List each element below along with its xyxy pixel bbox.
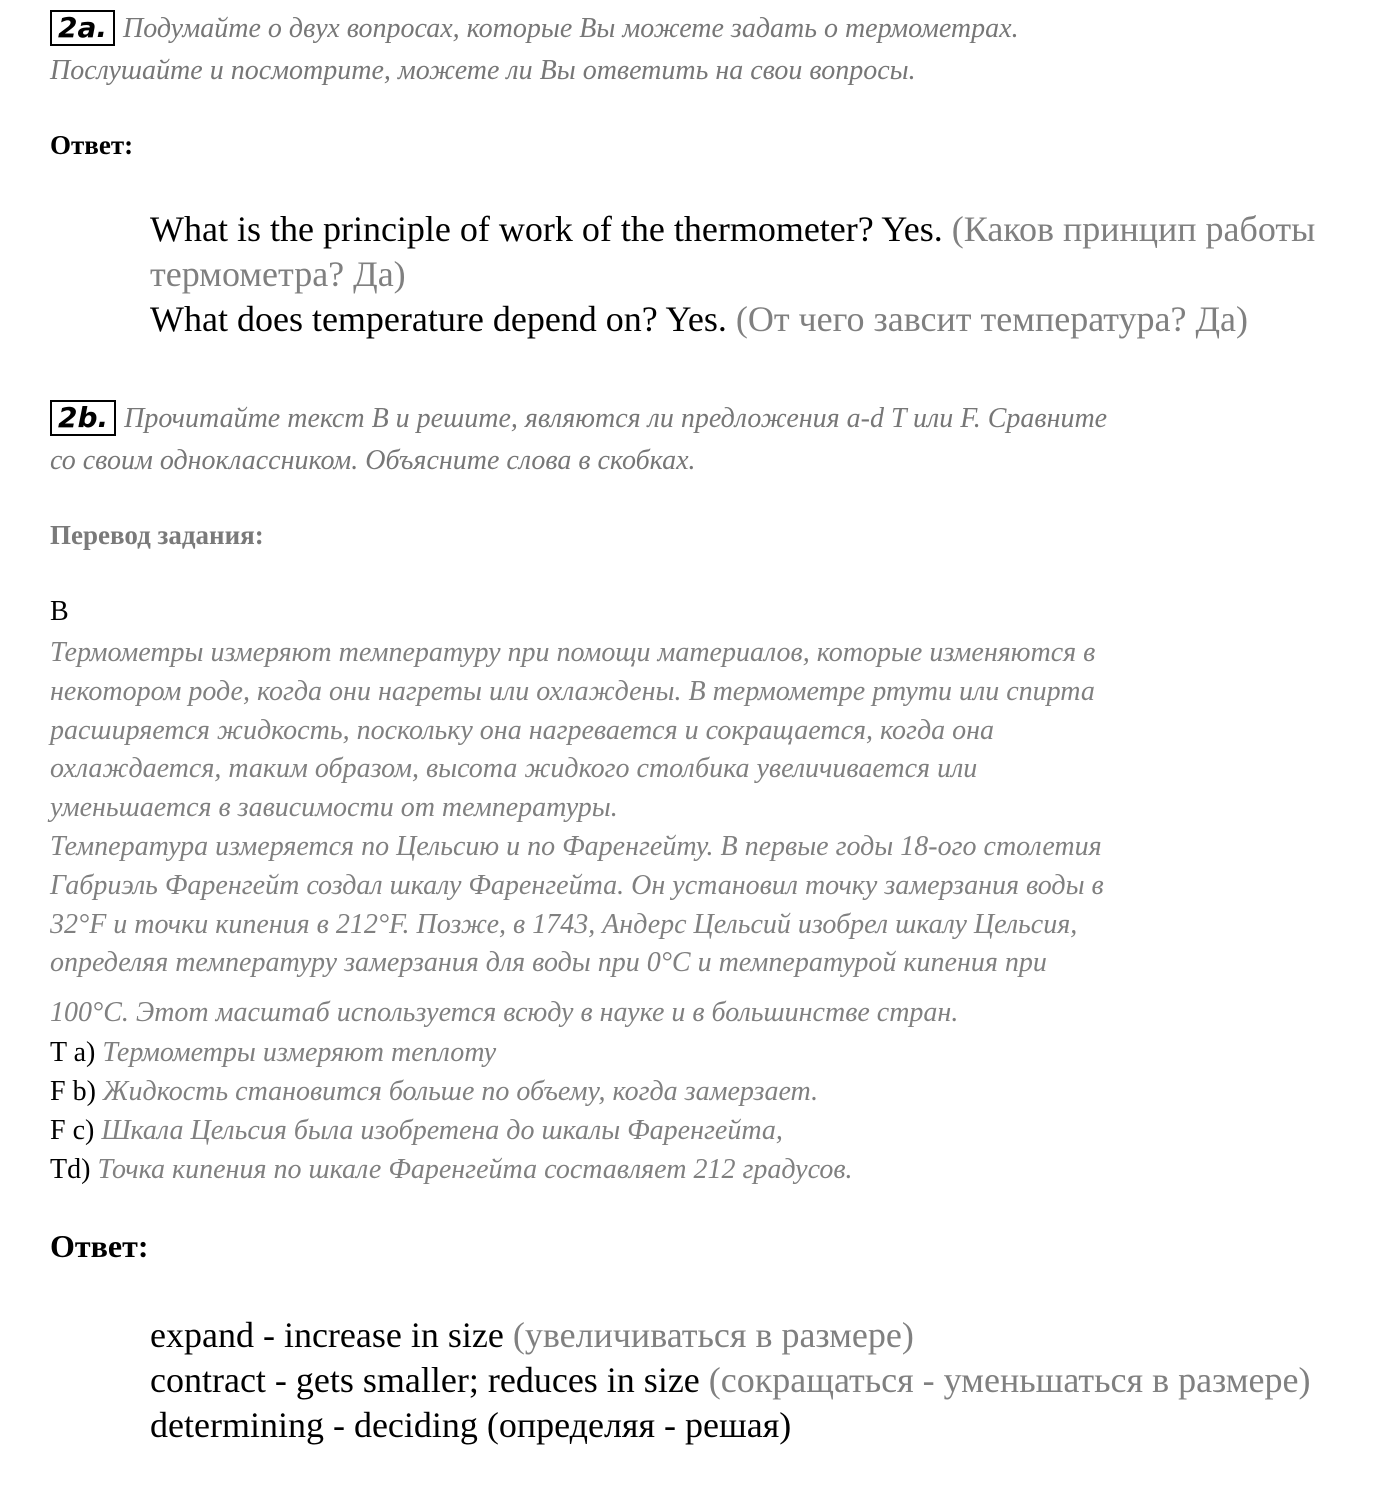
answer-word-2-ru: (сокращаться - уменьшаться в размере) <box>708 1360 1311 1400</box>
task-letter: b. <box>77 401 109 434</box>
statement-mark: T a) <box>50 1037 96 1068</box>
text-b-last-line: 100°C. Этот масштаб используется всюду в науке и в большинстве стран. <box>50 997 959 1028</box>
task-number: 2 <box>58 11 78 44</box>
answer-question-1 <box>150 207 1380 297</box>
text-b-line: определяя температуру замерзания для воды при 0°C и температурой кипения при <box>50 947 1047 979</box>
answer-word-2 <box>150 1358 1380 1403</box>
answer-label-2b: Ответ: <box>50 1228 149 1264</box>
text-b-line: 32°F и точки кипения в 212°F. Позже, в 1743, Андерс Цельсий изобрел шкалу Цельсия, <box>50 908 1078 940</box>
answer-question-1-ru: (Каков принцип работы термометра? Да) <box>150 209 1316 294</box>
task-2b-instruction-2: со своим одноклассником. Объясните слова в скобках. <box>50 445 696 476</box>
answer-question-2-ru: (От чего завсит температура? Да) <box>735 299 1248 339</box>
task-2b-instruction-1: Прочитайте текст B и решите, являются ли предложения a-d T или F. Сравните <box>124 403 1108 434</box>
answer-question-1-en: What is the principle of work of the thermometer? Yes. <box>150 209 943 249</box>
statement-a <box>50 1033 1350 1072</box>
task-2b <box>50 398 1360 482</box>
answer-question-2-en: What does temperature depend on? Yes. <box>150 299 727 339</box>
task-2a-instruction-2: Послушайте и посмотрите, можете ли Вы ответить на свои вопросы. <box>50 55 916 86</box>
answer-word-2-en: contract - gets smaller; reduces in size <box>150 1360 700 1400</box>
statement-c <box>50 1111 1350 1150</box>
text-b-line: уменьшается в зависимости от температуры. <box>50 792 618 824</box>
text-b-body <box>50 634 1370 983</box>
task-number: 2 <box>58 401 78 434</box>
answer-2a <box>150 207 1380 342</box>
statement-d <box>50 1150 1350 1189</box>
statement-b <box>50 1072 1350 1111</box>
statement-text: Шкала Цельсия была изобретена до шкалы Фаренгейта, <box>101 1115 783 1146</box>
answer-question-2 <box>150 297 1380 342</box>
task-letter: a. <box>77 11 108 44</box>
statement-text: Термометры измеряют теплоту <box>102 1037 497 1068</box>
answer-label-2a: Ответ: <box>50 130 134 160</box>
answer-2b <box>150 1313 1380 1448</box>
text-b-line: Температура измеряется по Цельсию и по Фаренгейту. В первые годы 18-ого столетия <box>50 830 1102 862</box>
answer-word-1-en: expand - increase in size <box>150 1315 504 1355</box>
statement-mark: F b) <box>50 1076 96 1107</box>
text-b-line: Габриэль Фаренгейт создал шкалу Фаренгейта. Он установил точку замерзания воды в <box>50 869 1104 901</box>
text-b-line: Термометры измеряют температуру при помощи материалов, которые изменяются в <box>50 637 1096 668</box>
statement-mark: F c) <box>50 1115 95 1146</box>
task-2a-instruction-1: Подумайте о двух вопросах, которые Вы можете задать о термометрах. <box>123 13 1019 44</box>
text-b-line: расширяется жидкость, поскольку она нагревается и сокращается, когда она <box>50 714 995 746</box>
statement-text: Жидкость становится больше по объему, когда замерзает. <box>102 1076 819 1107</box>
text-b-heading: B <box>50 596 69 627</box>
statement-text: Точка кипения по шкале Фаренгейта составляет 212 градусов. <box>97 1154 853 1185</box>
text-b-line: охлаждается, таким образом, высота жидкого столбика увеличивается или <box>50 753 978 785</box>
answer-word-1-ru: (увеличиваться в размере) <box>512 1315 914 1355</box>
task-2b-number-box <box>50 400 116 436</box>
statement-mark: Td) <box>50 1154 91 1185</box>
task-2a <box>50 8 1360 92</box>
translation-label: Перевод задания: <box>50 520 264 550</box>
answer-word-3: determining - deciding (определяя - решая) <box>150 1405 792 1445</box>
task-2a-number-box <box>50 10 115 46</box>
text-b-line: некотором роде, когда они нагреты или охлаждены. В термометре ртути или спирта <box>50 675 1095 707</box>
answer-word-1 <box>150 1313 1380 1358</box>
statement-list <box>50 1033 1350 1189</box>
